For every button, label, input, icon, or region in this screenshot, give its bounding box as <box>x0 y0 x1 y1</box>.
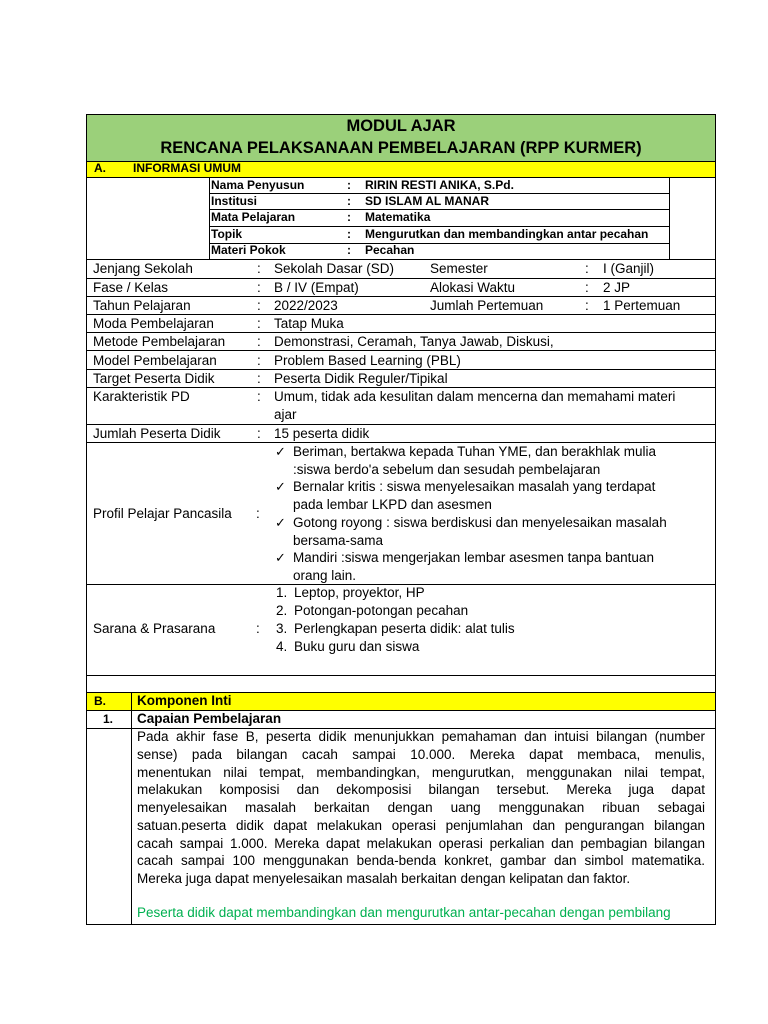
sarana-item-2-text: Potongan-potongan pecahan <box>294 603 469 618</box>
border-left <box>86 114 87 925</box>
info-label-topik: Topik <box>211 227 243 241</box>
semester-value: I (Ganjil) <box>603 261 655 276</box>
profil-item-3-line1: Gotong royong : siswa berdiskusi dan menyelesaikan masalah <box>293 515 667 530</box>
info-sep-mapel: : <box>347 210 351 224</box>
profil-sep: : <box>256 506 260 521</box>
info-label-materi: Materi Pokok <box>211 243 286 257</box>
profil-item-4-line2: orang lain. <box>293 568 357 583</box>
fase-sep: : <box>257 280 261 295</box>
check-icon: ✓ <box>275 515 286 530</box>
title-modul-ajar: MODUL AJAR <box>346 117 456 135</box>
section-a-label: INFORMASI UMUM <box>133 161 241 175</box>
border-b-col <box>131 692 132 925</box>
profil-item-2-line2: pada lembar LKPD dan asesmen <box>293 497 492 512</box>
tahun-label: Tahun Pelajaran <box>93 298 191 313</box>
alokasi-value: 2 JP <box>603 280 631 295</box>
capaian-label: Capaian Pembelajaran <box>137 711 282 726</box>
jenjang-sep: : <box>257 261 261 276</box>
border-top <box>86 114 716 115</box>
karakteristik-value-line1: Umum, tidak ada kesulitan dalam mencerna dan memahami materi <box>274 389 676 404</box>
capaian-number: 1. <box>103 712 114 726</box>
check-icon: ✓ <box>275 479 286 494</box>
pertemuan-sep: : <box>585 298 589 313</box>
title-rpp: RENCANA PELAKSANAAN PEMBELAJARAN (RPP KURMER) <box>160 139 642 157</box>
capaian-paragraph-line: menyelesaikan masalah berkaitan dengan uang menggunakan ribuan sebagai <box>137 800 705 815</box>
pertemuan-value: 1 Pertemuan <box>603 298 681 313</box>
section-b-label: Komponen Inti <box>137 693 232 708</box>
karakteristik-value-line2: ajar <box>274 407 297 422</box>
karakteristik-sep: : <box>257 389 261 404</box>
sarana-label: Sarana & Prasarana <box>93 621 216 636</box>
pertemuan-label: Jumlah Pertemuan <box>430 298 544 313</box>
jenjang-value: Sekolah Dasar (SD) <box>274 261 395 276</box>
sarana-item-2-number: 2. <box>276 603 288 618</box>
profil-item-1-line2: :siswa berdo'a sebelum dan sesudah pembelajaran <box>293 462 601 477</box>
sarana-sep: : <box>256 621 260 636</box>
profil-item-2-line1: Bernalar kritis : siswa menyelesaikan masalah yang terdapat <box>293 479 656 494</box>
capaian-paragraph-line: cacah sampai 1.000. Mereka dapat melakukan operasi perkalian dan pembagian bilangan <box>137 835 705 851</box>
info-sep-institusi: : <box>347 194 351 208</box>
tahun-value: 2022/2023 <box>274 298 338 313</box>
sarana-item-3-number: 3. <box>276 621 288 636</box>
capaian-paragraph-line: Pada akhir fase B, peserta didik menunjukkan pemahaman dan intuisi bilangan (number <box>137 729 705 744</box>
border-bottom <box>86 924 716 925</box>
info-value-institusi: SD ISLAM AL MANAR <box>365 194 489 208</box>
target-sep: : <box>257 371 261 386</box>
karakteristik-label: Karakteristik PD <box>93 389 190 404</box>
info-value-mapel: Matematika <box>365 210 431 224</box>
sarana-item-1-text: Leptop, proyektor, HP <box>294 585 425 600</box>
info-sep-penyusun: : <box>347 178 351 192</box>
metode-value: Demonstrasi, Ceramah, Tanya Jawab, Diskusi, <box>274 334 554 349</box>
capaian-paragraph-line: sense) pada bilangan cacah sampai 10.000. Mereka dapat membaca, menulis, <box>137 746 705 762</box>
metode-sep: : <box>257 334 261 349</box>
border-row-metode <box>86 350 716 351</box>
border-info-right <box>669 177 670 259</box>
capaian-green-text: Peserta didik dapat membandingkan dan mengurutkan antar-pecahan dengan pembilang <box>137 905 671 920</box>
info-label-penyusun: Nama Penyusun <box>211 178 305 192</box>
profil-item-1-line1: Beriman, bertakwa kepada Tuhan YME, dan berakhlak mulia <box>293 444 656 459</box>
border-right <box>715 114 716 925</box>
moda-value: Tatap Muka <box>274 316 344 331</box>
check-icon: ✓ <box>275 550 286 565</box>
check-icon: ✓ <box>275 444 286 459</box>
target-label: Target Peserta Didik <box>93 371 215 386</box>
jenjang-label: Jenjang Sekolah <box>93 261 193 276</box>
info-sep-materi: : <box>347 243 351 257</box>
capaian-paragraph-line: melakukan komposisi dan dekomposisi bilangan tersebut. Mereka juga dapat <box>137 782 705 798</box>
jumlah-value: 15 peserta didik <box>274 426 370 441</box>
model-value: Problem Based Learning (PBL) <box>274 353 461 368</box>
sarana-item-4-number: 4. <box>276 639 288 654</box>
info-label-institusi: Institusi <box>211 194 258 208</box>
target-value: Peserta Didik Reguler/Tipikal <box>274 371 448 386</box>
sarana-item-3-text: Perlengkapan peserta didik: alat tulis <box>294 621 515 636</box>
jumlah-sep: : <box>257 426 261 441</box>
info-label-mapel: Mata Pelajaran <box>211 210 296 224</box>
capaian-paragraph-last-line: Mereka juga dapat menyelesaikan masalah berkaitan dengan kelipatan dan faktor. <box>137 871 631 886</box>
fase-label: Fase / Kelas <box>93 280 169 295</box>
sarana-item-1-number: 1. <box>276 585 288 600</box>
alokasi-label: Alokasi Waktu <box>430 280 516 295</box>
capaian-paragraph-line: menentukan nilai tempat, membandingkan, mengurutkan, menggunakan nilai tempat, <box>137 764 705 780</box>
alokasi-sep: : <box>585 280 589 295</box>
jumlah-label: Jumlah Peserta Didik <box>93 426 221 441</box>
semester-label: Semester <box>430 261 488 276</box>
section-a-number: A. <box>94 161 106 175</box>
border-row-sarana <box>86 675 716 676</box>
profil-item-3-line2: bersama-sama <box>293 533 384 548</box>
section-b-number: B. <box>94 694 106 708</box>
model-sep: : <box>257 353 261 368</box>
sarana-item-4-text: Buku guru dan siswa <box>294 639 420 654</box>
semester-sep: : <box>585 261 589 276</box>
info-value-topik: Mengurutkan dan membandingkan antar pecahan <box>365 227 649 241</box>
info-value-materi: Pecahan <box>365 243 415 257</box>
profil-item-4-line1: Mandiri :siswa mengerjakan lembar asesmen tanpa bantuan <box>293 550 654 565</box>
info-sep-topik: : <box>347 227 351 241</box>
capaian-paragraph-line: cacah sampai 100 menggunakan benda-benda konkret, gambar dan simbol matematika. <box>137 853 705 869</box>
capaian-paragraph-line: satuan.peserta didik dapat melakukan operasi penjumlahan dan pengurangan bilangan <box>137 817 705 833</box>
model-label: Model Pembelajaran <box>93 353 217 368</box>
metode-label: Metode Pembelajaran <box>93 334 226 349</box>
fase-value: B / IV (Empat) <box>274 280 359 295</box>
info-value-penyusun: RIRIN RESTI ANIKA, S.Pd. <box>365 178 514 192</box>
tahun-sep: : <box>257 298 261 313</box>
profil-label: Profil Pelajar Pancasila <box>93 506 232 521</box>
moda-sep: : <box>257 316 261 331</box>
border-info-left <box>209 177 210 259</box>
moda-label: Moda Pembelajaran <box>93 316 214 331</box>
